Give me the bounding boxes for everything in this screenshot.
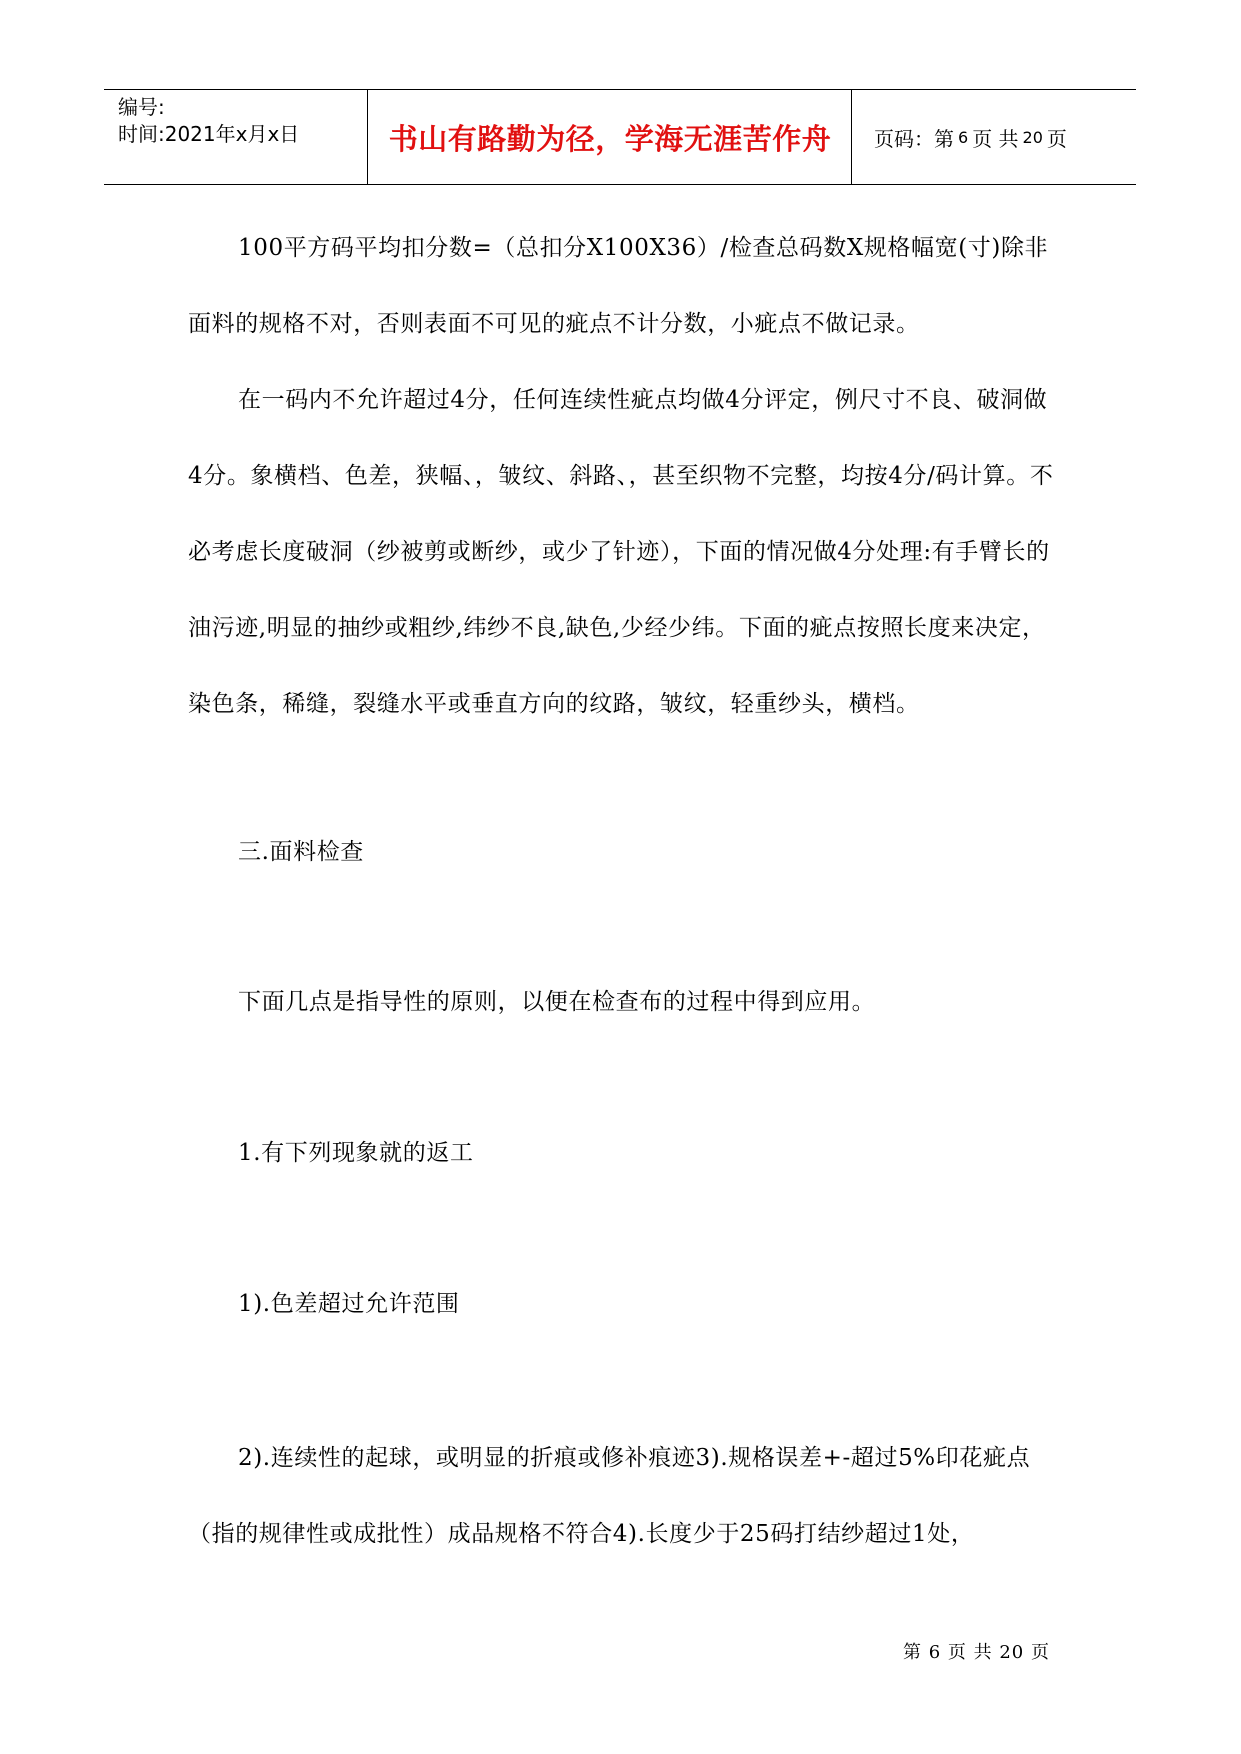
page-footer: 第 6 页 共 20 页 [903, 1642, 1050, 1663]
page-header [104, 89, 1136, 185]
paragraph-rework-criteria-container [188, 1420, 1058, 1572]
header-meta [104, 90, 368, 184]
document-number-label: 编号: [118, 95, 165, 119]
paragraph-guidelines: 下面几点是指导性的原则，以便在检查布的过程中得到应用。 [238, 989, 876, 1015]
page-current: 6 [958, 127, 969, 147]
paragraph-defect-rules: 在一码内不允许超过4分，任何连续性疵点均做4分评定，例尺寸不良、破洞做4分。象横档、色差，狭幅、，皱纹、斜路、，甚至织物不完整，均按4分/码计算。不必考虑长度破洞（纱被剪或断纱，或少了针迹），下面的情况做4分处理:有手臂长的油污迹,明显的抽纱或粗纱,纬纱不良,缺色,少经少纬。下面的疵点按照长度来决定，染色条，稀缝，裂缝水平或垂直方向的纹路，皱纹，轻重纱头，横档。 [188, 387, 1054, 717]
paragraph-scoring-formula: 100平方码平均扣分数=（总扣分X100X36）/检查总码数X规格幅宽(寸)除非面料的规格不对，否则表面不可见的疵点不计分数，小疵点不做记录。 [188, 235, 1049, 337]
page-prefix: 页码：第 [874, 126, 954, 151]
page-middle: 页 共 [972, 126, 1019, 151]
paragraph-rework-criteria: 2).连续性的起球，或明显的折痕或修补痕迹3).规格误差+-超过5%印花疵点（指的规律性或成批性）成品规格不符合4).长度少于25码打结纱超过1处， [188, 1445, 1031, 1547]
header-page-indicator [852, 90, 1136, 184]
document-body [188, 210, 1058, 742]
header-motto: 书山有路勤为径，学海无涯苦作舟 [369, 90, 852, 184]
page-suffix: 页 [1046, 126, 1067, 151]
list-item-rework: 1.有下列现象就的返工 [238, 1140, 474, 1166]
section-heading: 三.面料检查 [238, 839, 364, 865]
document-time-label: 时间:2021年x月x日 [118, 122, 300, 146]
page-total: 20 [1022, 127, 1043, 147]
list-item-color-difference: 1).色差超过允许范围 [238, 1291, 460, 1317]
